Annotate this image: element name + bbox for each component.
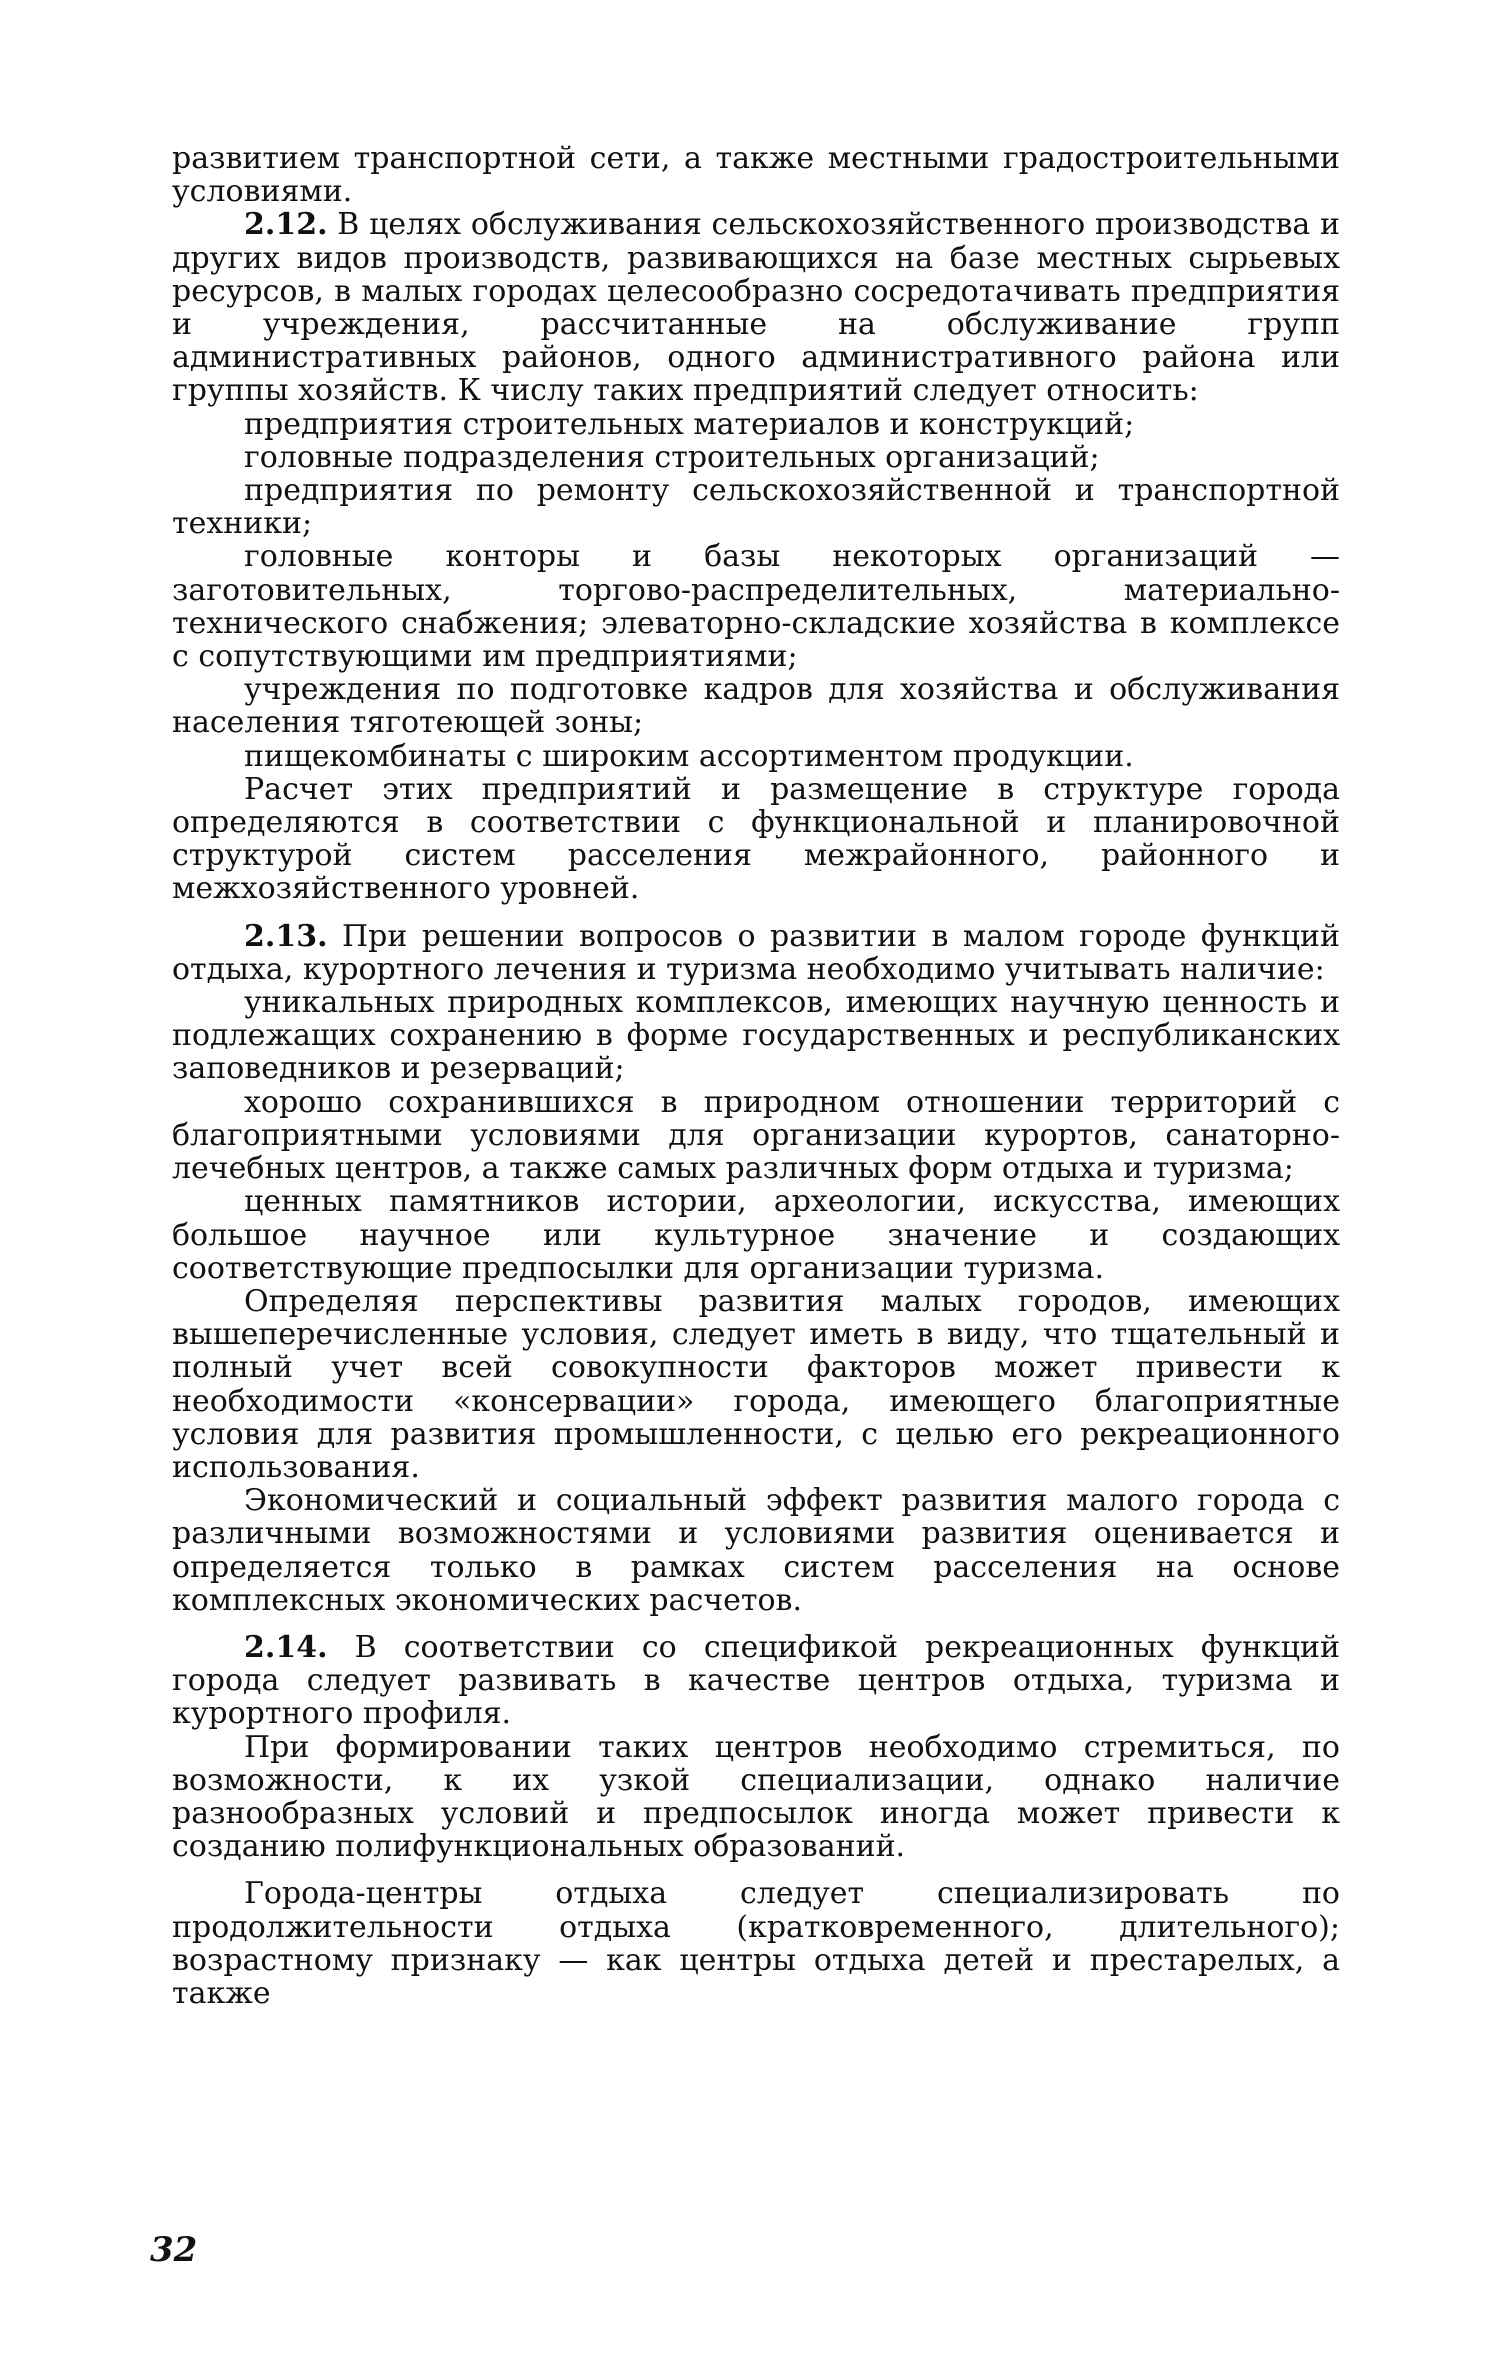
paragraph: Экономический и социальный эффект развития малого города с различными возможностями и условиями развития оценивается и определяется только в рамках систем расселения на основе комплексных экономических расчетов. — [172, 1483, 1340, 1618]
list-item: головные подразделения строительных организаций; — [244, 439, 1100, 475]
list-item: предприятия по ремонту сельскохозяйственной и транспортной техники; — [172, 473, 1340, 542]
list-item: ценных памятников истории, археологии, искусства, имеющих большое научное или культурное значение и создающих соответствующие предпосылки для организации туризма. — [172, 1184, 1340, 1286]
paragraph-text: В соответствии со спецификой рекреационных функций города следует развивать в качестве центров отдыха, туризма и курортного профиля. — [172, 1629, 1340, 1732]
document-page — [172, 142, 1340, 2010]
paragraph-2-14 — [172, 1631, 1340, 1731]
paragraph-text: В целях обслуживания сельскохозяйственного производства и других видов производств, развивающихся на базе местных сырьевых ресурсов, в малых городах целесообразно сосредотачивать предприятия и учреждения, рассчитанные на обслуживание групп административных районов, одного административного района или группы хозяйств. К числу таких предприятий следует относить: — [172, 207, 1340, 409]
paragraph: Расчет этих предприятий и размещение в структуре города определяются в соответствии с функциональной и планировочной структурой систем расселения межрайонного, районного и межхозяйственного уровней. — [172, 771, 1340, 907]
paragraph-2-13 — [172, 920, 1340, 986]
paragraph: При формировании таких центров необходимо стремиться, по возможности, к их узкой специализации, однако наличие разнообразных условий и предпосылок иногда может привести к созданию полифункциональных образований. — [172, 1729, 1340, 1865]
paragraph-text: При решении вопросов о развитии в малом городе функций отдыха, курортного лечения и туризма необходимо учитывать наличие: — [172, 918, 1340, 987]
list-item: предприятия строительных материалов и конструкций; — [244, 406, 1135, 442]
paragraph: Города-центры отдыха следует специализировать по продолжительности отдыха (кратковременного, длительного); возрастному признаку — как центры отдыха детей и престарелых, а также — [172, 1876, 1340, 2011]
page-number: 32 — [150, 2230, 198, 2270]
list-item: уникальных природных комплексов, имеющих научную ценность и подлежащих сохранению в форме государственных и республиканских заповедников и резерваций; — [172, 985, 1340, 1087]
list-item: головные конторы и базы некоторых организаций — заготовительных, торгово-распределительных, материально-технического снабжения; элеваторно-складские хозяйства в комплексе с сопутствующими им предприятиями; — [172, 539, 1340, 675]
section-number: 2.12. — [244, 207, 328, 243]
paragraph-continuation: развитием транспортной сети, а также местными градостроительными условиями. — [172, 141, 1340, 210]
list-item: учреждения по подготовке кадров для хозяйства и обслуживания населения тяготеющей зоны; — [172, 672, 1340, 741]
section-number: 2.13. — [244, 918, 328, 954]
paragraph-2-12 — [172, 208, 1340, 407]
list-item: хорошо сохранившихся в природном отношении территорий с благоприятными условиями для организации курортов, санаторно-лечебных центров, а также самых различных форм отдыха и туризма; — [172, 1084, 1340, 1187]
paragraph: Определяя перспективы развития малых городов, имеющих вышеперечисленные условия, следует иметь в виду, что тщательный и полный учет всей совокупности факторов может привести к необходимости «консервации» города, имеющего благоприятные условия для развития промышленности, с целью его рекреационного использования. — [172, 1283, 1340, 1485]
list-item: пищекомбинаты с широким ассортиментом продукции. — [244, 738, 1134, 774]
section-number: 2.14. — [244, 1629, 328, 1665]
